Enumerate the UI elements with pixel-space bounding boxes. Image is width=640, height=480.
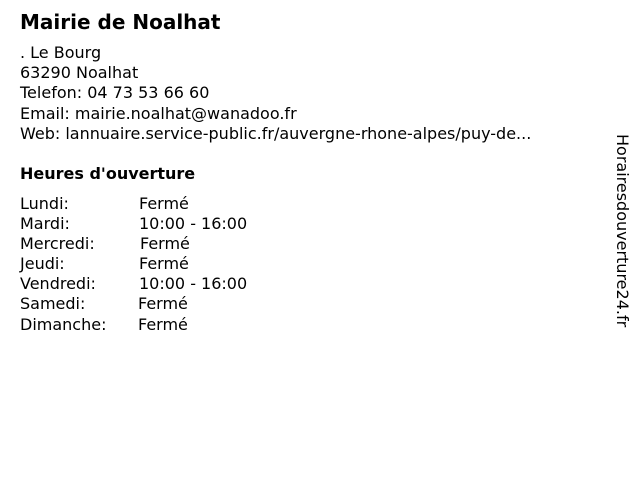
hours-day: Mardi:	[20, 214, 70, 234]
page-title: Mairie de Noalhat	[20, 10, 221, 34]
hours-time: Fermé	[140, 234, 190, 254]
hours-day: Vendredi:	[20, 274, 96, 294]
hours-heading: Heures d'ouverture	[20, 164, 196, 183]
address-street: . Le Bourg	[20, 43, 102, 62]
hours-day: Jeudi:	[20, 254, 65, 274]
address-city: 63290 Noalhat	[20, 63, 139, 83]
hours-time: 10:00 - 16:00	[139, 214, 248, 234]
site-brand	[610, 134, 634, 374]
brand-label: Horairesdouverture24.fr	[613, 134, 632, 328]
hours-time: Fermé	[139, 254, 189, 274]
email-text: Email: mairie.noalhat@wanadoo.fr	[20, 103, 297, 123]
hours-time: Fermé	[138, 314, 188, 334]
hours-time: Fermé	[139, 194, 189, 213]
hours-day: Mercredi:	[20, 234, 95, 254]
hours-day: Lundi:	[20, 194, 69, 213]
hours-time: 10:00 - 16:00	[139, 274, 248, 294]
phone-text: Telefon: 04 73 53 66 60	[20, 83, 210, 103]
web-text: Web: lannuaire.service-public.fr/auvergne-rhone-alpes/puy-de...	[20, 123, 532, 143]
contact-block	[20, 43, 531, 144]
hours-time: Fermé	[138, 294, 188, 314]
hours-day: Dimanche:	[20, 314, 107, 334]
hours-day: Samedi:	[20, 294, 86, 314]
